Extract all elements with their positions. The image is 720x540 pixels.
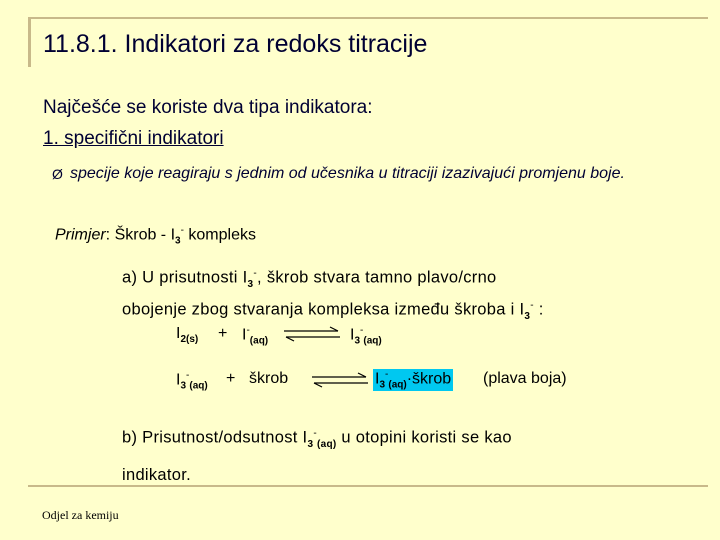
example-text: : Škrob - I xyxy=(105,226,176,244)
equation-1-plus: + xyxy=(218,325,228,342)
point-b-line2: indikator. xyxy=(122,465,192,484)
equation-1-reactant-iodide: $I^-_{(aq)}$ xyxy=(242,325,269,347)
equation-2-color-note: (plava boja) xyxy=(483,370,567,387)
point-b-line1: b) Prisutnost/odsutnost $I_3^-_{(aq)}$ u otopini koristi se kao xyxy=(122,428,512,450)
equilibrium-arrow-icon xyxy=(310,372,370,388)
bullet-text: specije koje reagiraju s jednim od učesnika u titraciji izazivajući promjenu boje. xyxy=(70,165,625,182)
equation-2-reactant-starch: škrob xyxy=(249,370,289,387)
subheading-specific-indicators: 1. specifični indikatori xyxy=(43,128,224,149)
arrow-bullet-icon: Ø xyxy=(52,166,63,182)
footer-department: Odjel za kemiju xyxy=(42,508,119,522)
equation-2-plus: + xyxy=(226,370,236,387)
equation-1-product: $I_3^-_{(aq)}$ xyxy=(350,325,382,347)
point-a xyxy=(122,263,544,327)
equation-2-product-complex: $I_3^-_{(aq)}\cdot škrob$ xyxy=(375,369,452,391)
equation-2-reactant-triiodide: $I_3^-_{(aq)}$ xyxy=(176,370,208,392)
intro-text: Najčešće se koriste dva tipa indikatora: xyxy=(43,97,373,118)
slide-frame-left xyxy=(28,17,31,67)
equilibrium-arrow-icon xyxy=(282,326,342,342)
point-a-line1: a) U prisutnosti $I_3^-$, škrob stvara tamno plavo/crno xyxy=(122,268,497,290)
equation-1-reactant-iodine: $I_{2(s)}$ xyxy=(176,325,199,346)
point-a-line2: obojenje zbog stvaranja kompleksa između škroba i $I_3^-$ : xyxy=(122,299,544,322)
example-label: Primjer xyxy=(55,226,106,244)
slide-title: 11.8.1. Indikatori za redoks titracije xyxy=(43,30,428,58)
slide-frame-top xyxy=(28,17,708,19)
point-b xyxy=(122,418,512,491)
example-line: Primjer: Škrob - $I_3^-$ kompleks xyxy=(55,225,256,247)
